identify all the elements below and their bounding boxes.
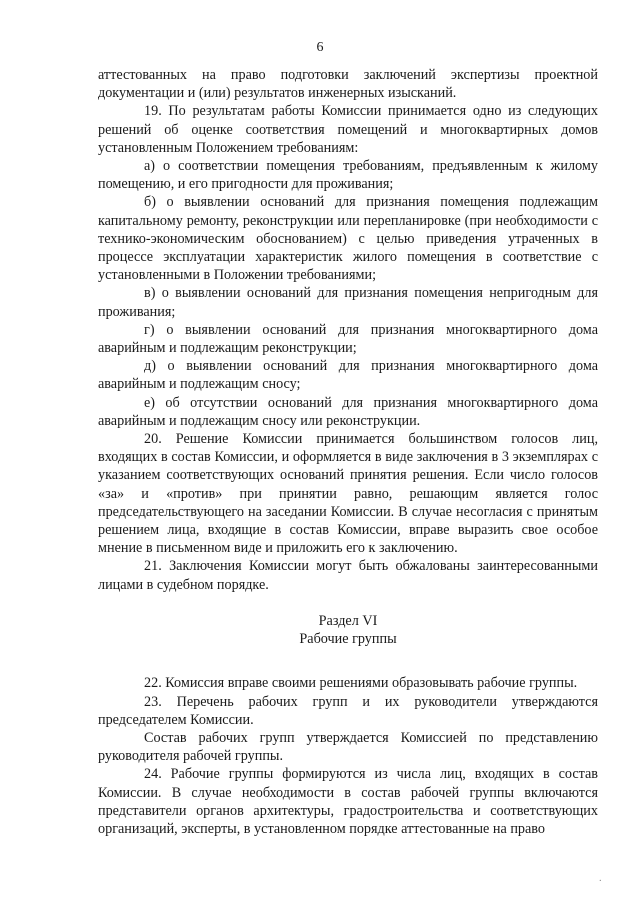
paragraph: в) о выявлении оснований для признания помещения непригодным для проживания; [98, 285, 598, 320]
paragraph: 22. Комиссия вправе своими решениями образовывать рабочие группы. [144, 675, 578, 692]
section-spacer-bottom [98, 648, 598, 674]
paragraphs-after-section [98, 674, 598, 838]
corner-mark: · [598, 876, 602, 887]
paragraph: Состав рабочих групп утверждается Комиссией по представлению руководителя рабочей группы. [98, 729, 598, 765]
page-number: 6 [316, 40, 324, 55]
paragraph: 23. Перечень рабочих групп и их руководители утверждаются председателем Комиссии. [98, 693, 598, 728]
section-number: Раздел VI [318, 612, 378, 629]
paragraph: 19. По результатам работы Комиссии принимается одно из следующих решений об оценке соответствия помещений и многоквартирных домов установленным Положением требованиям: [98, 103, 598, 156]
paragraph: д) о выявлении оснований для признания многоквартирного дома аварийным и подлежащим сносу; [98, 358, 598, 393]
paragraph: г) о выявлении оснований для признания многоквартирного дома аварийным и подлежащим реконструкции; [98, 321, 598, 357]
paragraph: б) о выявлении оснований для признания помещения подлежащим капитальному ремонту, реконструкции или перепланировке (при необходимости с технико-экономическим обоснованием) с целью приведения утраченных в процессе эксплуатации характеристик жилого помещения в соответствие с установленными в Положении требованиями; [98, 194, 598, 284]
document-body [98, 66, 598, 838]
paragraphs-before-section [98, 66, 598, 594]
paragraph: е) об отсутствии оснований для признания многоквартирного дома аварийным и подлежащим сносу или реконструкции. [98, 394, 598, 429]
section-spacer-top [98, 594, 598, 612]
paragraph: 24. Рабочие группы формируются из числа лиц, входящих в состав Комиссии. В случае необходимости в состав рабочей группы включаются представители органов архитектуры, градостроительства и соответствующих организаций, эксперты, в установленном порядке аттестованные на право [98, 766, 598, 837]
paragraph: 21. Заключения Комиссии могут быть обжалованы заинтересованными лицами в судебном порядке. [98, 558, 598, 593]
section-title: Рабочие группы [299, 631, 397, 648]
paragraph: 20. Решение Комиссии принимается большинством голосов лиц, входящих в состав Комиссии, и оформляется в виде заключения в 3 экземплярах с указанием соответствующих оснований принятия решения. Если число голосов «за» и «против» при принятии равно, решающим является голос председательствующего на заседании Комиссии. В случае несогласия с принятым решением лица, входящие в состав Комиссии, вправе выразить свое особое мнение в письменном виде и приложить его к заключению. [98, 431, 598, 557]
paragraph: аттестованных на право подготовки заключений экспертизы проектной документации и (или) результатов инженерных изысканий. [98, 67, 598, 102]
paragraph: а) о соответствии помещения требованиям, предъявленным к жилому помещению, и его пригодности для проживания; [98, 158, 598, 193]
